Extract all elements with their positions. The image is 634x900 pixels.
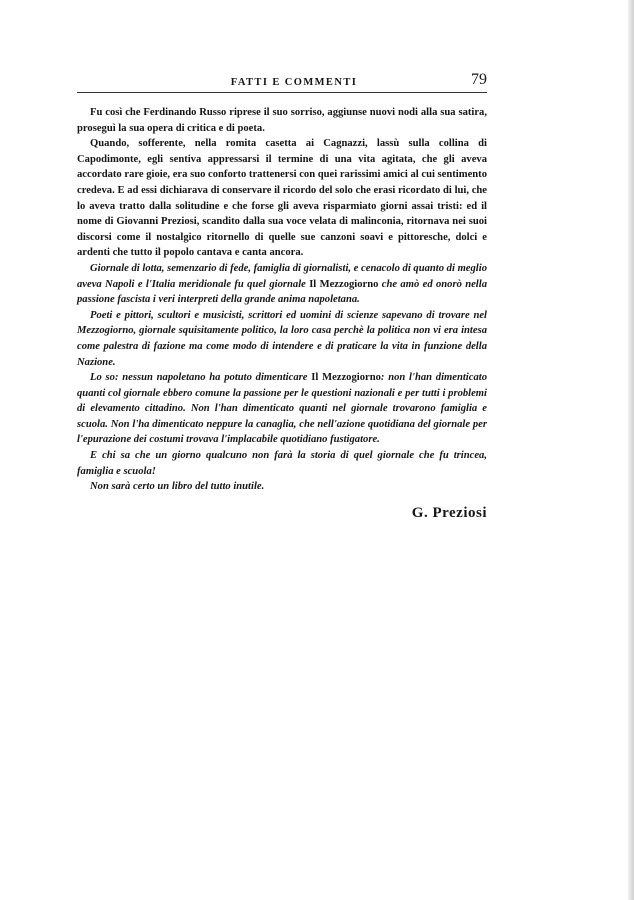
paragraph-3-text: Giornale di lotta, semenzario di fede, famiglia di giornalisti, e cenacolo di quanto di meglio aveva Napoli e l'Italia meridionale fu quel giornale <box>77 262 487 290</box>
page-number: 79 <box>471 71 487 88</box>
article-body <box>77 105 487 495</box>
paragraph-3-text-end: che amò ed onorò nella passione fascista i veri interpreti della grande anima napoletana. <box>77 278 487 306</box>
paragraph-1: Fu così che Ferdinando Russo riprese il suo sorriso, aggiunse nuovi nodi alla sua satira, proseguì la sua opera di critica e di poeta. <box>77 107 487 134</box>
author-signature: G. Preziosi <box>411 504 487 521</box>
newspaper-name: Il Mezzogiorno <box>309 278 379 290</box>
paragraph-5-text-end: : non l'han dimenticato quanti col giornale ebbero comune la passione per le questioni nazionali e per tutti i problemi di elevamento cittadino. Non l'han dimenticato quanti nel giornale trovarono famiglia e scuola. Non l'ha dimenticato neppure la canaglia, che nell'azione quotidiana del giornale per l'epurazione dei costumi trovava l'implacabile quotidiano fustigatore. <box>77 372 487 446</box>
paragraph-5-text: Lo so: nessun napoletano ha potuto dimenticare <box>90 372 312 384</box>
running-header <box>77 68 487 93</box>
paragraph-5 <box>77 370 487 448</box>
page-edge-shadow <box>628 0 634 900</box>
paragraph-7: Non sarà certo un libro del tutto inutile. <box>90 481 265 493</box>
running-title: FATTI E COMMENTI <box>230 77 358 88</box>
paragraph-2: Quando, sofferente, nella romita casetta ai Cagnazzi, lassù sulla collina di Capodimonte, egli sentiva appressarsi il termine di una vita agitata, che gli aveva accordato rare gioie, era suo conforto trattenersi con quei rarissimi amici al cui sentimento credeva. E ad essi dichiarava di conservare il ricordo del solo che erasi ricordato di lui, che lo aveva tratto dalla solitudine e che forse gli aveva risparmiato giorni assai tristi: ed il nome di Giovanni Preziosi, scandito dalla sua voce velata di malinconia, ritornava nei suoi discorsi come il nostalgico ritornello di quelle sue canzoni soavi e pittoresche, dolci e ardenti che tutto il popolo cantava e canta ancora. <box>77 138 487 259</box>
newspaper-name: Il Mezzogiorno <box>311 372 381 384</box>
paragraph-6: E chi sa che un giorno qualcuno non farà la storia di quel giornale che fu trincea, famiglia e scuola! <box>77 450 487 477</box>
paragraph-3 <box>77 261 487 308</box>
document-page <box>77 68 487 522</box>
paragraph-4: Poeti e pittori, scultori e musicisti, scrittori ed uomini di scienze sapevano di trovare nel Mezzogiorno, giornale squisitamente politico, la loro casa perchè la politica non vi era intesa come palestra di fazione ma come modo di intendere e di praticare la vita in funzione della Nazione. <box>77 309 487 368</box>
